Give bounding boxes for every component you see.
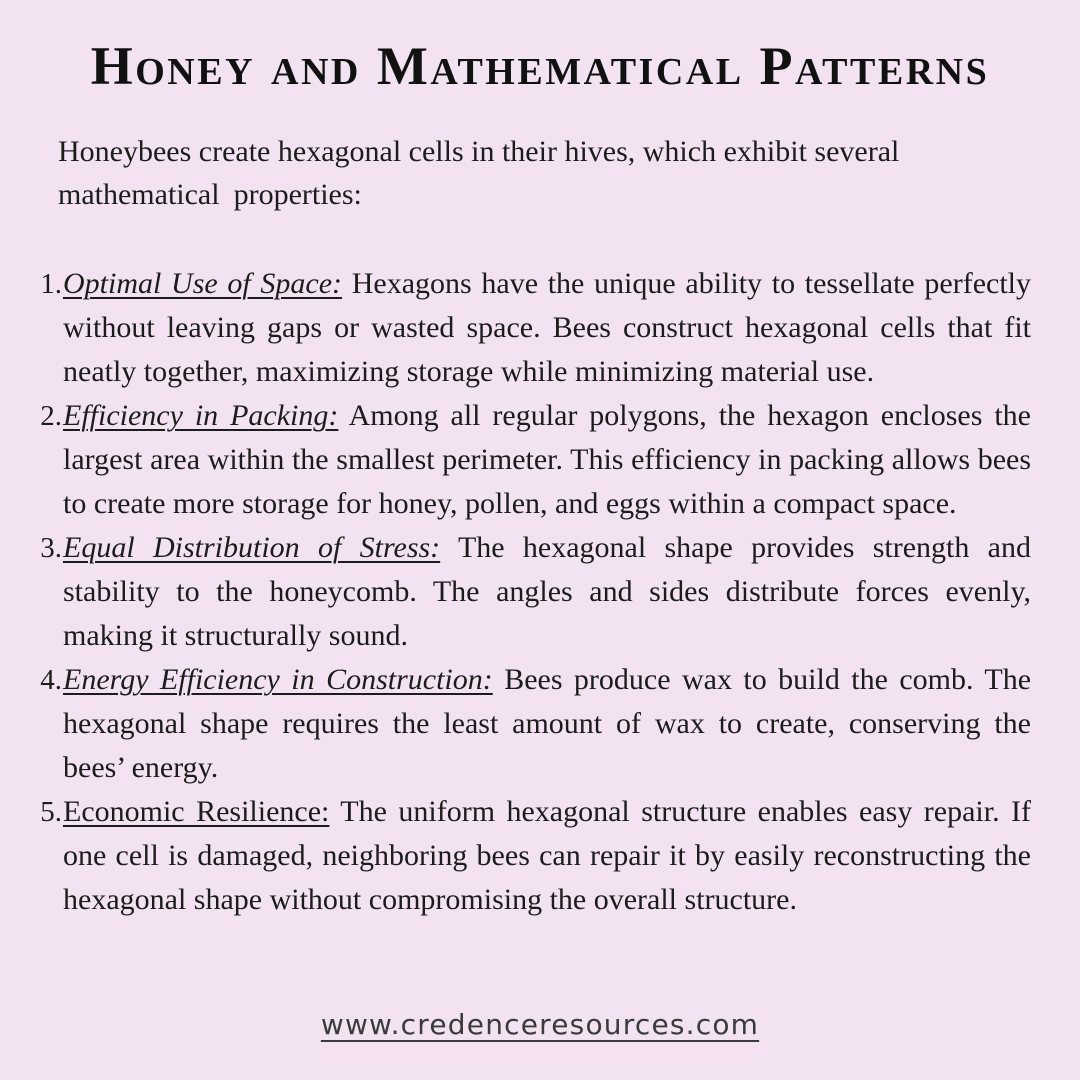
item-term: Optimal Use of Space: xyxy=(63,267,343,300)
intro-line-2-word: properties: xyxy=(233,178,362,211)
website-link[interactable]: www.credenceresources.com xyxy=(320,1008,760,1041)
list-item xyxy=(0,394,1080,526)
item-text: Bees produce wax to build the comb. The hexagonal shape requires the least amount of wax to create, conserving the bees’ energy. xyxy=(63,663,1032,784)
item-number: 4. xyxy=(40,664,62,696)
item-term: Energy Efficiency in Construction: xyxy=(63,663,493,696)
item-term: Efficiency in Packing: xyxy=(63,399,339,432)
item-text: The uniform hexagonal structure enables easy repair. If one cell is damaged, neighboring bees can repair it by easily reconstructing the hexagonal shape without compromising the overall structure. xyxy=(63,795,1032,916)
list-item xyxy=(0,526,1080,658)
intro-line-1: Honeybees create hexagonal cells in their hives, which exhibit several xyxy=(58,135,900,168)
item-term: Economic Resilience: xyxy=(63,795,330,828)
page-title: Honey and Mathematical Patterns xyxy=(90,36,990,96)
item-text: The hexagonal shape provides strength and stability to the honeycomb. The angles and sides distribute forces evenly, making it structurally sound. xyxy=(63,531,1031,652)
list-item xyxy=(0,658,1080,790)
item-number: 5. xyxy=(40,796,62,828)
item-number: 1. xyxy=(40,268,62,300)
item-text: Hexagons have the unique ability to tessellate perfectly without leaving gaps or wasted space. Bees construct hexagonal cells that fit neatly together, maximizing storage while minimizing material use. xyxy=(63,267,1032,388)
footer-website[interactable] xyxy=(0,1008,1080,1041)
properties-list xyxy=(0,262,1080,922)
item-number: 3. xyxy=(40,532,62,564)
intro-paragraph xyxy=(58,130,958,216)
list-item xyxy=(0,262,1080,394)
item-number: 2. xyxy=(40,400,62,432)
intro-line-2-word: mathematical xyxy=(58,178,220,211)
list-item xyxy=(0,790,1080,922)
intro-line-2 xyxy=(58,173,958,216)
item-term: Equal Distribution of Stress: xyxy=(63,531,441,564)
item-text: Among all regular polygons, the hexagon encloses the largest area within the smallest perimeter. This efficiency in packing allows bees to create more storage for honey, pollen, and eggs within a compact space. xyxy=(63,399,1031,520)
